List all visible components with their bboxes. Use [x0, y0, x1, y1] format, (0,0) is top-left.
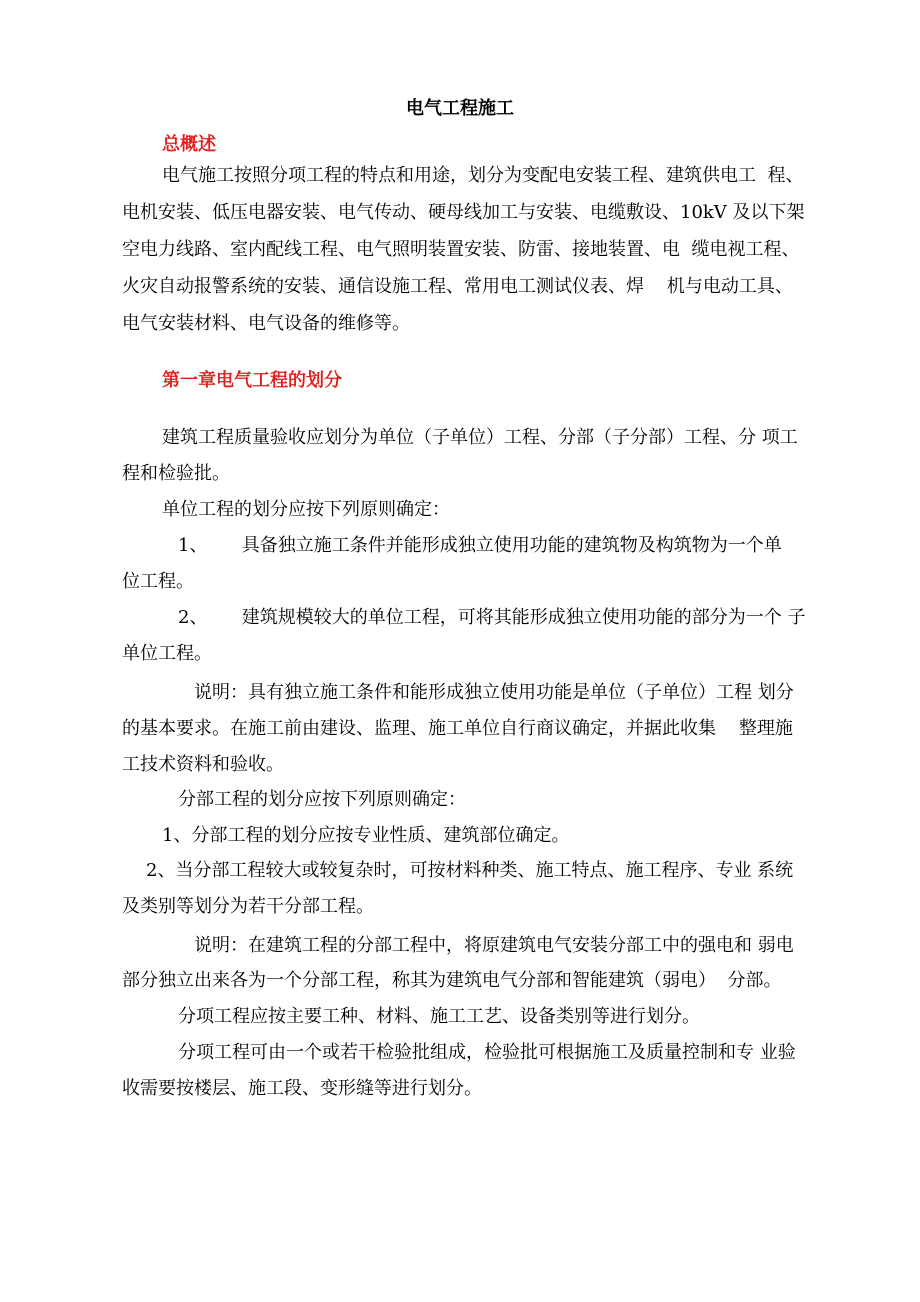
- body-line: 2、 建筑规模较大的单位工程，可将其能形成独立使用功能的部分为一个 子: [178, 607, 806, 628]
- body-line: 程和检验批。: [122, 463, 230, 484]
- overview-heading: 总概述: [162, 134, 216, 155]
- body-line: 建筑工程质量验收应划分为单位（子单位）工程、分部（子分部）工程、分 项工: [162, 427, 798, 448]
- body-line: 分部工程的划分应按下列原则确定：: [178, 789, 466, 810]
- body-line: 说明：在建筑工程的分部工程中，将原建筑电气安装分部工中的强电和 弱电: [194, 935, 794, 956]
- chapter1-heading: 第一章电气工程的划分: [162, 370, 342, 391]
- overview-line: 电机安装、低压电器安装、电气传动、硬母线加工与安装、电缆敷设、10kV 及以下架: [122, 202, 805, 223]
- document-title: 电气工程施工: [406, 98, 514, 119]
- body-line: 1、分部工程的划分应按专业性质、建筑部位确定。: [162, 825, 570, 846]
- body-line: 2、当分部工程较大或较复杂时，可按材料种类、施工特点、施工程序、专业 系统: [146, 860, 794, 881]
- body-line: 1、 具备独立施工条件并能形成独立使用功能的建筑物及构筑物为一个单: [178, 535, 782, 556]
- body-line: 位工程。: [122, 571, 194, 592]
- body-line: 分项工程可由一个或若干检验批组成，检验批可根据施工及质量控制和专 业验: [178, 1042, 796, 1063]
- body-line: 收需要按楼层、施工段、变形缝等进行划分。: [122, 1078, 482, 1099]
- body-line: 的基本要求。在施工前由建设、监理、施工单位自行商议确定，并据此收集 整理施: [122, 718, 793, 739]
- body-line: 说明：具有独立施工条件和能形成独立使用功能是单位（子单位）工程 划分: [194, 682, 794, 703]
- body-line: 工技术资料和验收。: [122, 754, 284, 775]
- overview-line: 火灾自动报警系统的安装、通信设施工程、常用电工测试仪表、焊 机与电动工具、: [122, 276, 793, 297]
- body-line: 分项工程应按主要工种、材料、施工工艺、设备类别等进行划分。: [178, 1006, 700, 1027]
- overview-line: 电气安装材料、电气设备的维修等。: [122, 313, 410, 334]
- body-line: 单位工程。: [122, 643, 212, 664]
- overview-line: 空电力线路、室内配线工程、电气照明装置安装、防雷、接地装置、电 缆电视工程、: [122, 239, 800, 260]
- overview-line: 电气施工按照分项工程的特点和用途，划分为变配电安装工程、建筑供电工 程、: [162, 165, 804, 186]
- body-line: 单位工程的划分应按下列原则确定：: [162, 499, 450, 520]
- body-line: 部分独立出来各为一个分部工程，称其为建筑电气分部和智能建筑（弱电） 分部。: [122, 970, 782, 991]
- body-line: 及类别等划分为若干分部工程。: [122, 896, 374, 917]
